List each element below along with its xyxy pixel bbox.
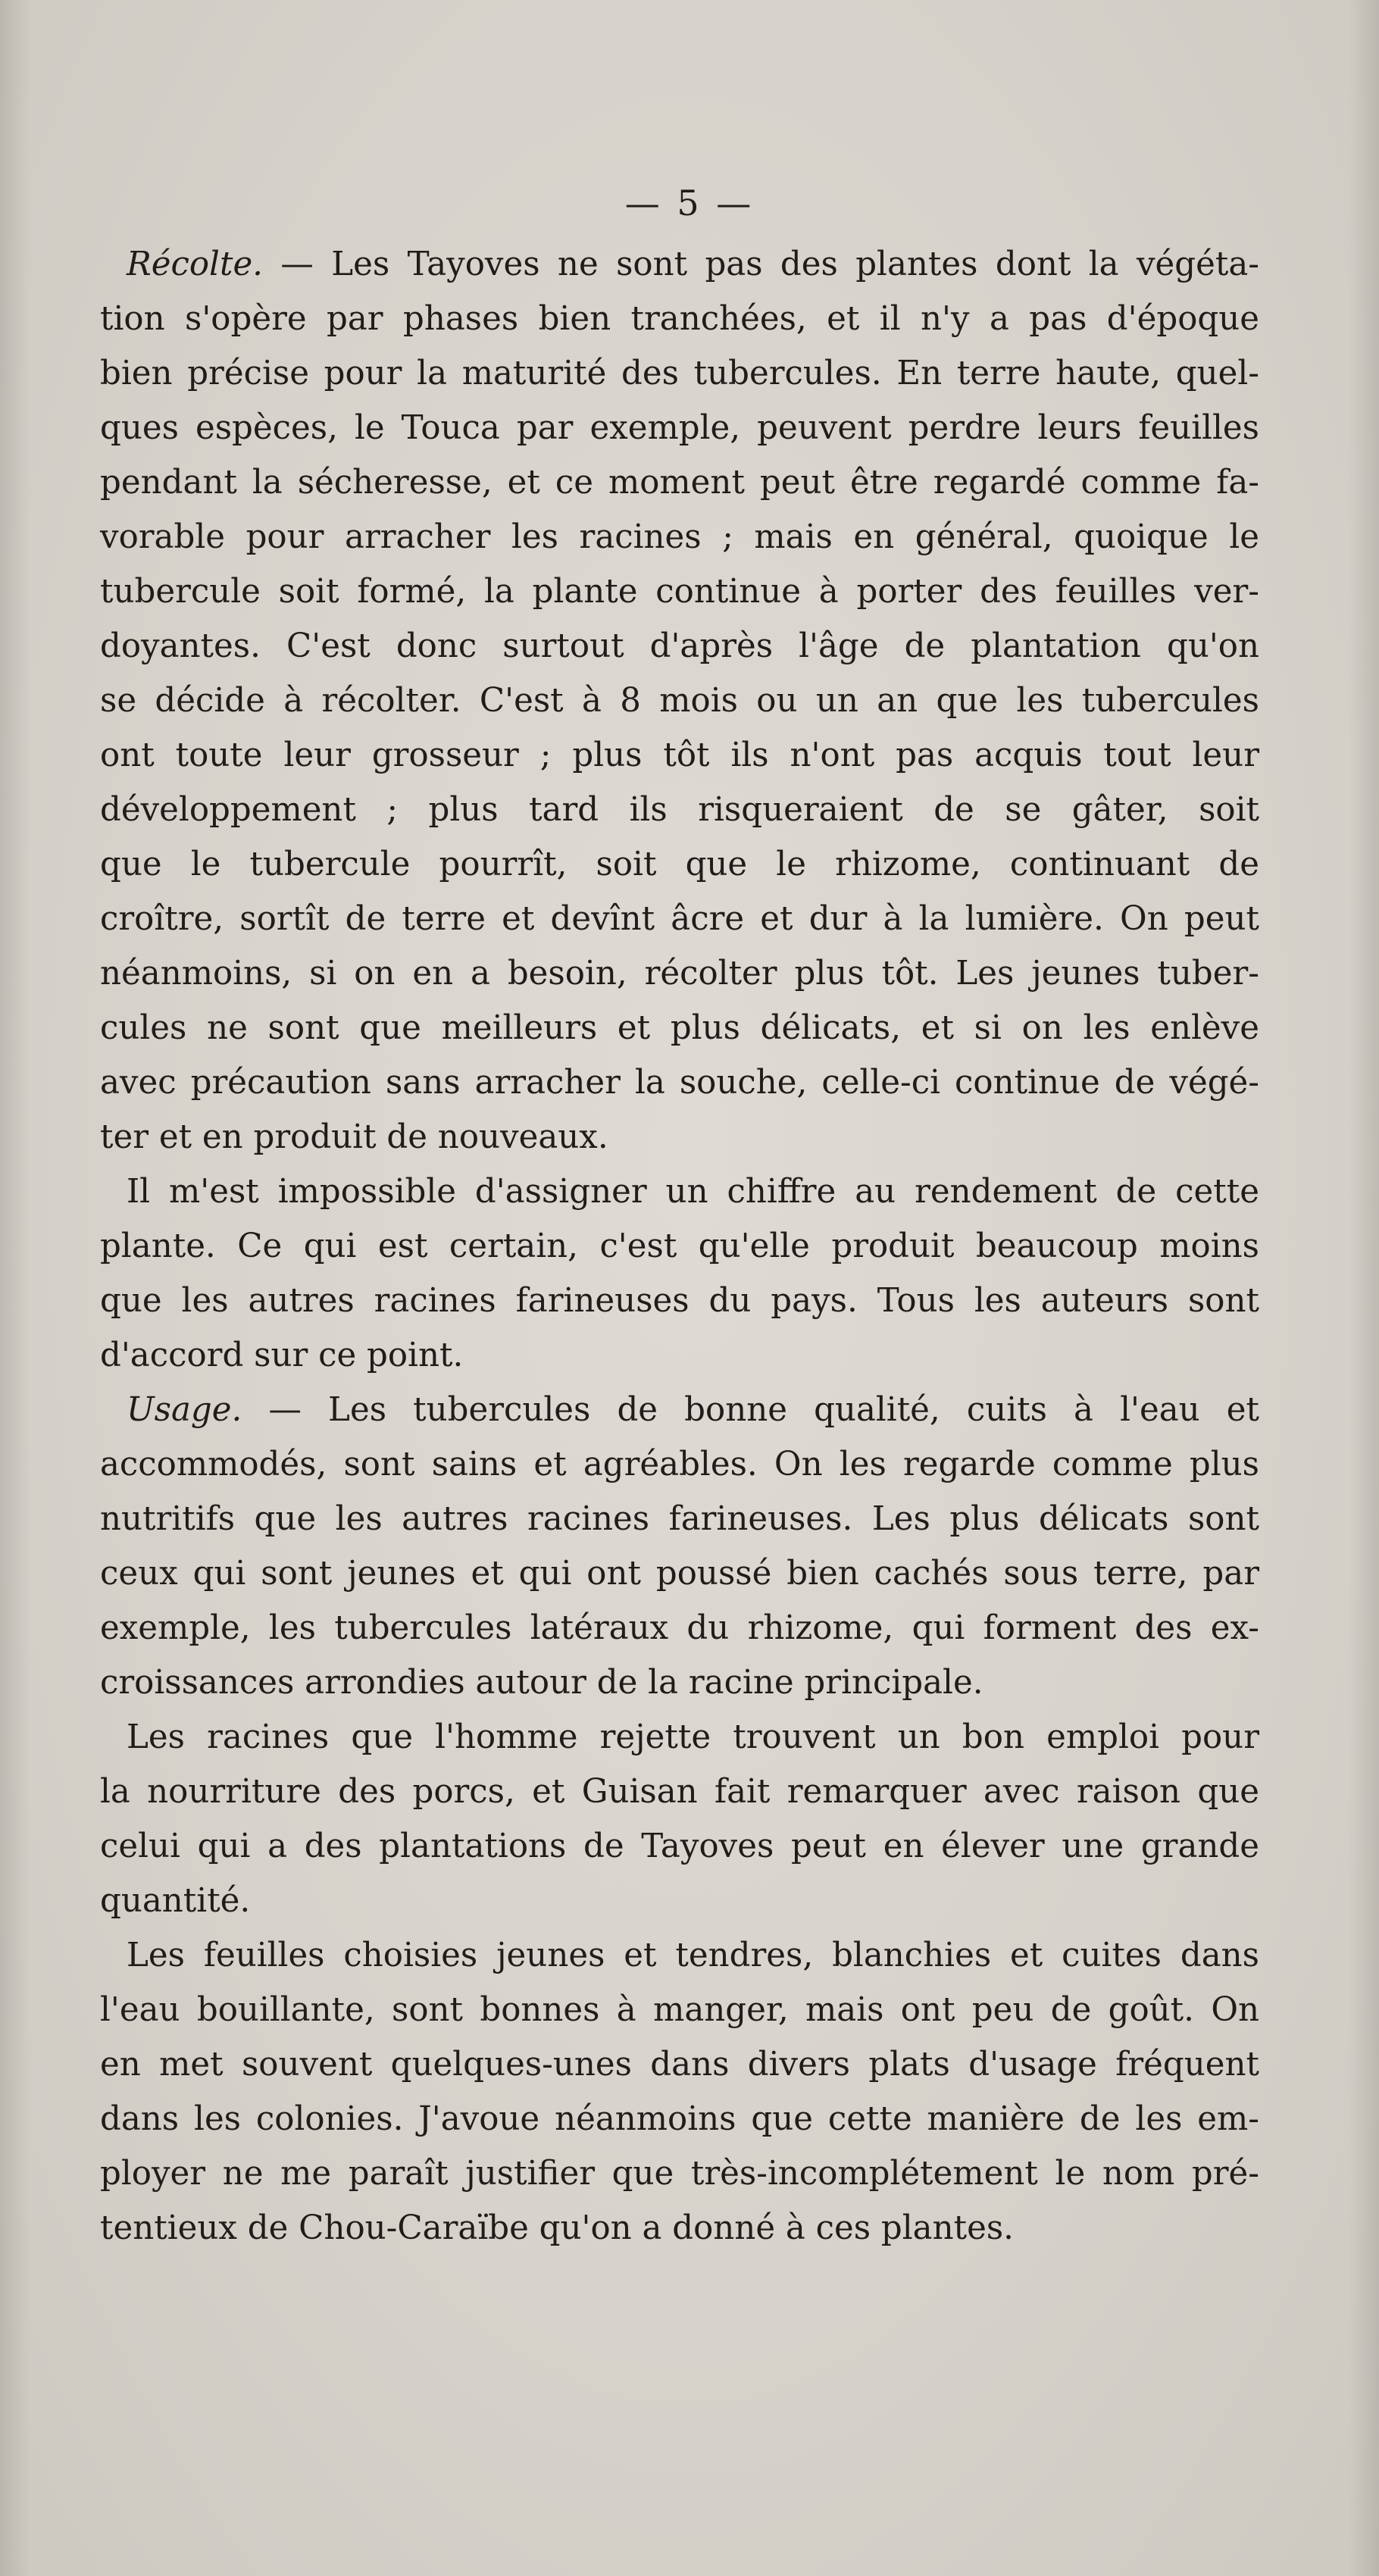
text-line: ter et en produit de nouveaux. [100, 1118, 608, 1156]
text-line: plante. Ce qui est certain, c'est qu'elle produit beaucoup moins [100, 1227, 1259, 1265]
text-line: pendant la sécheresse, et ce moment peut être regardé comme fa- [100, 464, 1259, 502]
text-line: que les autres racines farineuses du pays. Tous les auteurs sont [100, 1282, 1259, 1320]
text-line: croissances arrondies autour de la racine principale. [100, 1664, 983, 1702]
text-line: dans les colonies. J'avoue néanmoins que cette manière de les em- [100, 2100, 1259, 2138]
paragraph-rendement [100, 1165, 1259, 1383]
text-line: ont toute leur grosseur ; plus tôt ils n'ont pas acquis tout leur [100, 736, 1259, 774]
page-right-edge-shadow [1349, 0, 1379, 2576]
paragraph-usage [100, 1383, 1259, 1710]
paragraph-feuilles [100, 1928, 1259, 2256]
text-line: l'eau bouillante, sont bonnes à manger, mais ont peu de goût. On [100, 1991, 1259, 2029]
text-line: que le tubercule pourrît, soit que le rhizome, continuant de [100, 846, 1259, 883]
text-line: développement ; plus tard ils risqueraient de se gâter, soit [100, 791, 1259, 829]
text-line: celui qui a des plantations de Tayoves peut en élever une grande [100, 1827, 1259, 1865]
text-line: doyantes. C'est donc surtout d'après l'âge de plantation qu'on [100, 627, 1259, 665]
text-line: tion s'opère par phases bien tranchées, et il n'y a pas d'époque [100, 300, 1259, 338]
text-line: bien précise pour la maturité des tubercules. En terre haute, quel- [100, 355, 1259, 392]
text-line: Il m'est impossible d'assigner un chiffre au rendement de cette [127, 1173, 1259, 1211]
text-line: cules ne sont que meilleurs et plus délicats, et si on les enlève [100, 1009, 1259, 1047]
text-line [100, 237, 1259, 292]
text-line: croître, sortît de terre et devînt âcre et dur à la lumière. On peut [100, 900, 1259, 938]
text-line: accommodés, sont sains et agréables. On les regarde comme plus [100, 1446, 1259, 1483]
section-heading-usage: Usage. [127, 1391, 242, 1429]
page-number: — 5 — [624, 183, 755, 224]
text-line: tubercule soit formé, la plante continue à porter des feuilles ver- [100, 573, 1259, 611]
line-text: — Les Tayoves ne sont pas des plantes dont la végéta- [263, 245, 1259, 283]
text-line: ployer ne me paraît justifier que très-incomplétement le nom pré- [100, 2155, 1259, 2193]
text-line: exemple, les tubercules latéraux du rhizome, qui forment des ex- [100, 1609, 1259, 1647]
text-line: se décide à récolter. C'est à 8 mois ou un an que les tubercules [100, 682, 1259, 720]
text-line: ques espèces, le Touca par exemple, peuvent perdre leurs feuilles [100, 409, 1259, 447]
text-line: Les racines que l'homme rejette trouvent un bon emploi pour [127, 1718, 1259, 1756]
body-text [100, 237, 1259, 2256]
text-line: nutritifs que les autres racines farineuses. Les plus délicats sont [100, 1500, 1259, 1538]
text-line: Les feuilles choisies jeunes et tendres, blanchies et cuites dans [127, 1937, 1259, 1974]
text-line [100, 1383, 1259, 1437]
text-line: en met souvent quelques-unes dans divers plats d'usage fréquent [100, 2046, 1259, 2084]
paragraph-recolte [100, 237, 1259, 1165]
text-line: vorable pour arracher les racines ; mais en général, quoique le [100, 518, 1259, 556]
text-line: avec précaution sans arracher la souche, celle-ci continue de végé- [100, 1064, 1259, 1102]
page-left-edge-shadow [0, 0, 30, 2576]
text-line: néanmoins, si on en a besoin, récolter plus tôt. Les jeunes tuber- [100, 955, 1259, 993]
paragraph-porcs [100, 1710, 1259, 1928]
section-heading-recolte: Récolte. [127, 245, 264, 283]
text-line: d'accord sur ce point. [100, 1336, 464, 1374]
line-text: — Les tubercules de bonne qualité, cuits à l'eau et [242, 1391, 1259, 1429]
text-line: ceux qui sont jeunes et qui ont poussé bien cachés sous terre, par [100, 1555, 1259, 1593]
text-line: quantité. [100, 1882, 251, 1920]
text-line: tentieux de Chou-Caraïbe qu'on a donné à ces plantes. [100, 2209, 1014, 2247]
text-line: la nourriture des porcs, et Guisan fait remarquer avec raison que [100, 1773, 1259, 1811]
